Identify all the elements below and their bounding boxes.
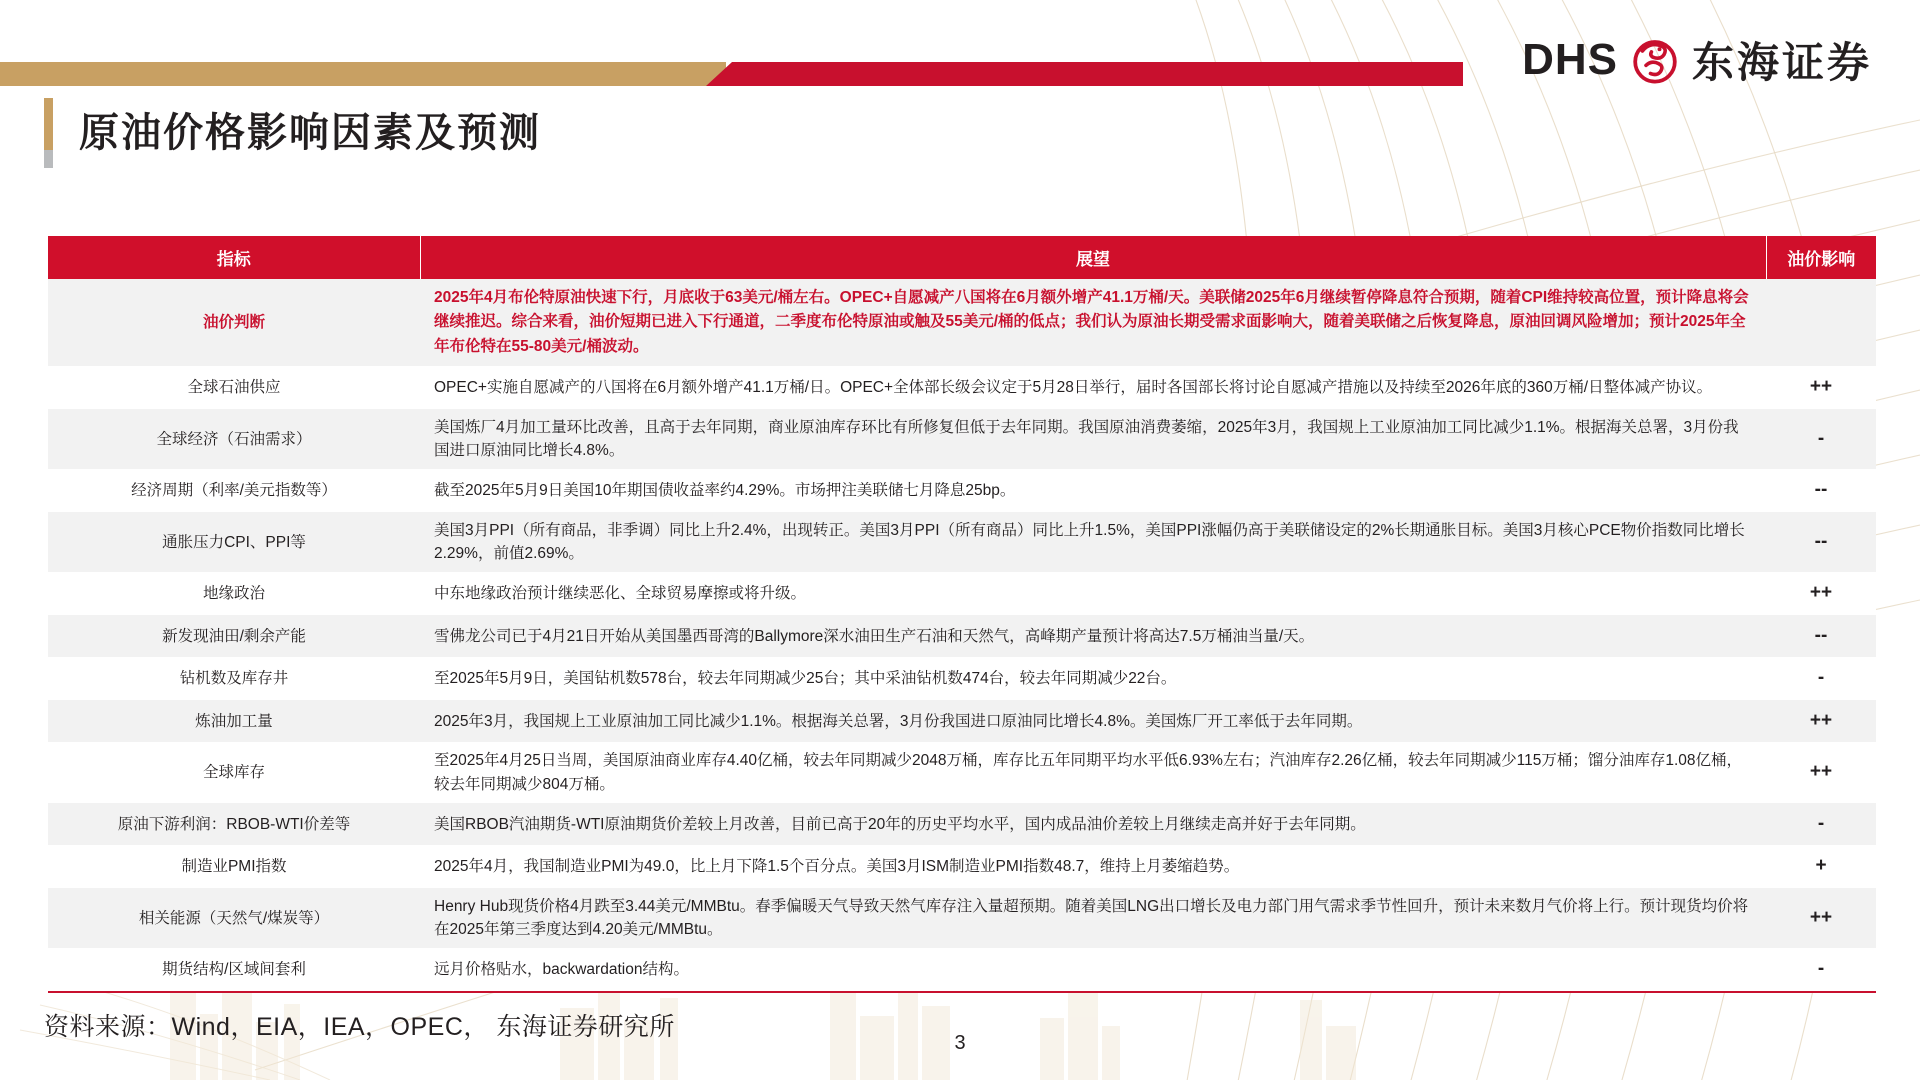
cell-indicator: 全球库存 (48, 742, 420, 803)
cell-outlook: 美国RBOB汽油期货-WTI原油期货价差较上月改善，目前已高于20年的历史平均水平，国内成品油价差较上月继续走高并好于去年同期。 (420, 803, 1766, 846)
table-row (48, 409, 1876, 470)
table-row (48, 657, 1876, 700)
cell-impact: -- (1766, 512, 1876, 573)
cell-impact: -- (1766, 469, 1876, 512)
cell-impact: - (1766, 803, 1876, 846)
table-body (48, 279, 1876, 991)
title-accent-grey (44, 150, 53, 168)
cell-impact: ++ (1766, 700, 1876, 743)
dragon-logo-icon (1628, 33, 1682, 87)
col-header-indicator: 指标 (48, 236, 420, 279)
cell-indicator: 期货结构/区域间套利 (48, 948, 420, 991)
source-note: 资料来源：Wind，EIA，IEA，OPEC， 东海证券研究所 (44, 1013, 675, 1041)
cell-impact: ++ (1766, 888, 1876, 949)
cell-outlook: 至2025年5月9日，美国钻机数578台，较去年同期减少25台；其中采油钻机数474台，较去年同期减少22台。 (420, 657, 1766, 700)
cell-indicator: 原油下游利润：RBOB-WTI价差等 (48, 803, 420, 846)
cell-indicator: 通胀压力CPI、PPI等 (48, 512, 420, 573)
table-row (48, 888, 1876, 949)
cell-impact: ++ (1766, 742, 1876, 803)
table-bottom-rule (48, 991, 1876, 993)
cell-outlook: Henry Hub现货价格4月跌至3.44美元/MMBtu。春季偏暖天气导致天然气库存注入量超预期。随着美国LNG出口增长及电力部门用气需求季节性回升，预计未来数月气价将上行。预计现货均价将在2025年第三季度达到4.20美元/MMBtu。 (420, 888, 1766, 949)
table-header-row (48, 236, 1876, 279)
cell-outlook: 2025年4月布伦特原油快速下行，月底收于63美元/桶左右。OPEC+自愿减产八国将在6月额外增产41.1万桶/天。美联储2025年6月继续暂停降息符合预期，随着CPI维持较高位置，预计降息将会继续推迟。综合来看，油价短期已进入下行通道，二季度布伦特原油或触及55美元/桶的低点；我们认为原油长期受需求面影响大，随着美联储之后恢复降息，原油回调风险增加；预计2025年全年布伦特在55-80美元/桶波动。 (420, 279, 1766, 366)
cell-impact: -- (1766, 615, 1876, 658)
cell-outlook: 中东地缘政治预计继续恶化、全球贸易摩擦或将升级。 (420, 572, 1766, 615)
cell-indicator: 经济周期（利率/美元指数等） (48, 469, 420, 512)
col-header-impact: 油价影响 (1766, 236, 1876, 279)
cell-outlook: 2025年4月，我国制造业PMI为49.0，比上月下降1.5个百分点。美国3月ISM制造业PMI指数48.7，维持上月萎缩趋势。 (420, 845, 1766, 888)
header-color-band (0, 62, 1463, 86)
page-title-block (44, 98, 541, 168)
cell-indicator: 钻机数及库存井 (48, 657, 420, 700)
brand-name-cn: 东海证券 (1691, 39, 1872, 86)
cell-outlook: 2025年3月，我国规上工业原油加工同比减少1.1%。根据海关总署，3月份我国进口原油同比增长4.8%。美国炼厂开工率低于去年同期。 (420, 700, 1766, 743)
table-row (48, 469, 1876, 512)
cell-outlook: OPEC+实施自愿减产的八国将在6月额外增产41.1万桶/日。OPEC+全体部长级会议定于5月28日举行，届时各国部长将讨论自愿减产措施以及持续至2026年底的360万桶/日整体减产协议。 (420, 366, 1766, 409)
brand-abbr: DHS (1522, 35, 1618, 84)
table-row (48, 742, 1876, 803)
cell-impact: - (1766, 948, 1876, 991)
table-row (48, 948, 1876, 991)
table-row (48, 615, 1876, 658)
cell-outlook: 美国炼厂4月加工量环比改善，且高于去年同期，商业原油库存环比有所修复但低于去年同期。我国原油消费萎缩，2025年3月，我国规上工业原油加工同比减少1.1%。根据海关总署，3月份我国进口原油同比增长4.8%。 (420, 409, 1766, 470)
cell-indicator: 炼油加工量 (48, 700, 420, 743)
oil-price-factors-table-wrapper (48, 236, 1876, 993)
table-row (48, 803, 1876, 846)
cell-indicator: 地缘政治 (48, 572, 420, 615)
table-row (48, 845, 1876, 888)
cell-outlook: 雪佛龙公司已于4月21日开始从美国墨西哥湾的Ballymore深水油田生产石油和天然气，高峰期产量预计将高达7.5万桶油当量/天。 (420, 615, 1766, 658)
cell-indicator: 全球石油供应 (48, 366, 420, 409)
cell-indicator: 全球经济（石油需求） (48, 409, 420, 470)
cell-indicator: 油价判断 (48, 279, 420, 366)
cell-outlook: 美国3月PPI（所有商品，非季调）同比上升2.4%，出现转正。美国3月PPI（所有商品）同比上升1.5%，美国PPI涨幅仍高于美联储设定的2%长期通胀目标。美国3月核心PCE物价指数同比增长2.29%，前值2.69%。 (420, 512, 1766, 573)
table-row (48, 279, 1876, 366)
table-row (48, 512, 1876, 573)
header-band-red (706, 62, 1463, 86)
cell-indicator: 制造业PMI指数 (48, 845, 420, 888)
cell-outlook: 截至2025年5月9日美国10年期国债收益率约4.29%。市场押注美联储七月降息25bp。 (420, 469, 1766, 512)
title-accent-tan (44, 98, 53, 150)
cell-indicator: 相关能源（天然气/煤炭等） (48, 888, 420, 949)
header-band-tan (0, 62, 726, 86)
cell-outlook: 远月价格贴水，backwardation结构。 (420, 948, 1766, 991)
page-title: 原油价格影响因素及预测 (79, 111, 541, 155)
brand-logo (1522, 30, 1872, 90)
oil-price-factors-table (48, 236, 1876, 991)
cell-indicator: 新发现油田/剩余产能 (48, 615, 420, 658)
cell-impact: + (1766, 845, 1876, 888)
cell-impact: ++ (1766, 572, 1876, 615)
table-row (48, 366, 1876, 409)
cell-outlook: 至2025年4月25日当周，美国原油商业库存4.40亿桶，较去年同期减少2048万桶，库存比五年同期平均水平低6.93%左右；汽油库存2.26亿桶，较去年同期减少115万桶；馏分油库存1.08亿桶，较去年同期减少804万桶。 (420, 742, 1766, 803)
table-row (48, 572, 1876, 615)
col-header-outlook: 展望 (420, 236, 1766, 279)
table-row (48, 700, 1876, 743)
cell-impact: - (1766, 657, 1876, 700)
cell-impact: ++ (1766, 366, 1876, 409)
page-number: 3 (954, 1032, 966, 1054)
cell-impact: - (1766, 409, 1876, 470)
cell-impact (1766, 279, 1876, 366)
title-accent-bar (44, 98, 53, 168)
